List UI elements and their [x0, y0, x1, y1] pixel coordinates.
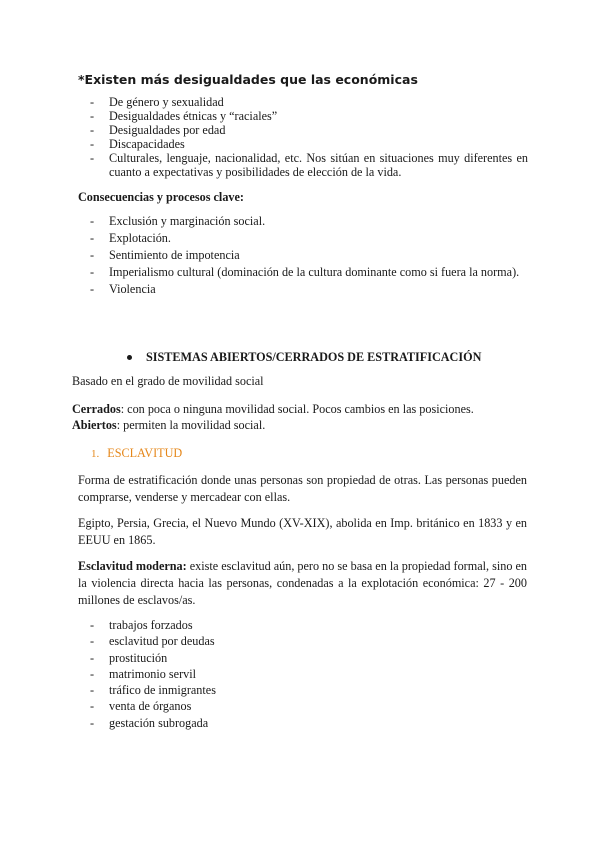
list-item: - Violencia: [90, 281, 528, 298]
list-item: - Desigualdades étnicas y “raciales”: [90, 109, 528, 123]
esclavitud-moderna-text: existe esclavitud aún, pero no se basa en la propiedad formal, sino en la violencia directa hacia las personas, condenadas a la explotación económica: 27 - 200 millones de esclavos/as.: [78, 559, 527, 607]
abiertos-text: : permiten la movilidad social.: [116, 418, 266, 432]
esclavitud-heading: [91, 446, 182, 461]
list-item: - Explotación.: [90, 230, 528, 247]
cerrados-text: : con poca o ninguna movilidad social. Pocos cambios en las posiciones.: [120, 402, 474, 416]
list-item: - prostitución: [90, 650, 528, 666]
section-heading-consecuencias: Consecuencias y procesos clave:: [78, 190, 244, 204]
esclavitud-moderna-label: Esclavitud moderna:: [78, 559, 187, 573]
esclavitud-number: 1.: [91, 448, 100, 460]
esclavitud-definition: Forma de estratificación donde unas personas son propiedad de otras. Las personas pueden comprarse, venderse y mercadear con ellas.: [78, 473, 527, 504]
list-item: - esclavitud por deudas: [90, 633, 528, 649]
list-item: - Sentimiento de impotencia: [90, 247, 528, 264]
esclavitud-history: Egipto, Persia, Grecia, el Nuevo Mundo (XV-XIX), abolida en Imp. británico en 1833 y en EEUU en 1865.: [78, 516, 527, 547]
list-item: - Exclusión y marginación social.: [90, 213, 528, 230]
list-item: - venta de órganos: [90, 698, 528, 714]
esclavitud-moderna: [78, 558, 527, 609]
list-item: - De género y sexualidad: [90, 95, 528, 109]
list-item: - Desigualdades por edad: [90, 123, 528, 137]
consecuencias-list: [90, 213, 528, 298]
bullet-icon: [127, 355, 132, 360]
section-heading-desigualdades: *Existen más desigualdades que las económicas: [78, 72, 418, 87]
list-item: - gestación subrogada: [90, 715, 528, 731]
sistemas-basis: Basado en el grado de movilidad social: [72, 374, 264, 388]
abiertos-label: Abiertos: [72, 418, 117, 432]
list-item: - Culturales, lenguaje, nacionalidad, etc. Nos sitúan en situaciones muy diferentes en cuanto a expectativas y posibilidades de elección de la vida.: [90, 151, 528, 179]
list-item: - matrimonio servil: [90, 666, 528, 682]
esclavitud-title: ESCLAVITUD: [107, 446, 183, 460]
list-item: - trabajos forzados: [90, 617, 528, 633]
cerrados-line: [72, 401, 474, 417]
list-item: - tráfico de inmigrantes: [90, 682, 528, 698]
sistemas-heading-text: SISTEMAS ABIERTOS/CERRADOS DE ESTRATIFICACIÓN: [146, 350, 482, 364]
cerrados-label: Cerrados: [72, 402, 121, 416]
list-item: - Imperialismo cultural (dominación de la cultura dominante como si fuera la norma).: [90, 264, 528, 281]
esclavitud-forms-list: [90, 617, 528, 731]
sistemas-heading: [127, 350, 481, 365]
list-item: - Discapacidades: [90, 137, 528, 151]
abiertos-line: [72, 417, 265, 433]
desigualdades-list: [90, 95, 528, 179]
